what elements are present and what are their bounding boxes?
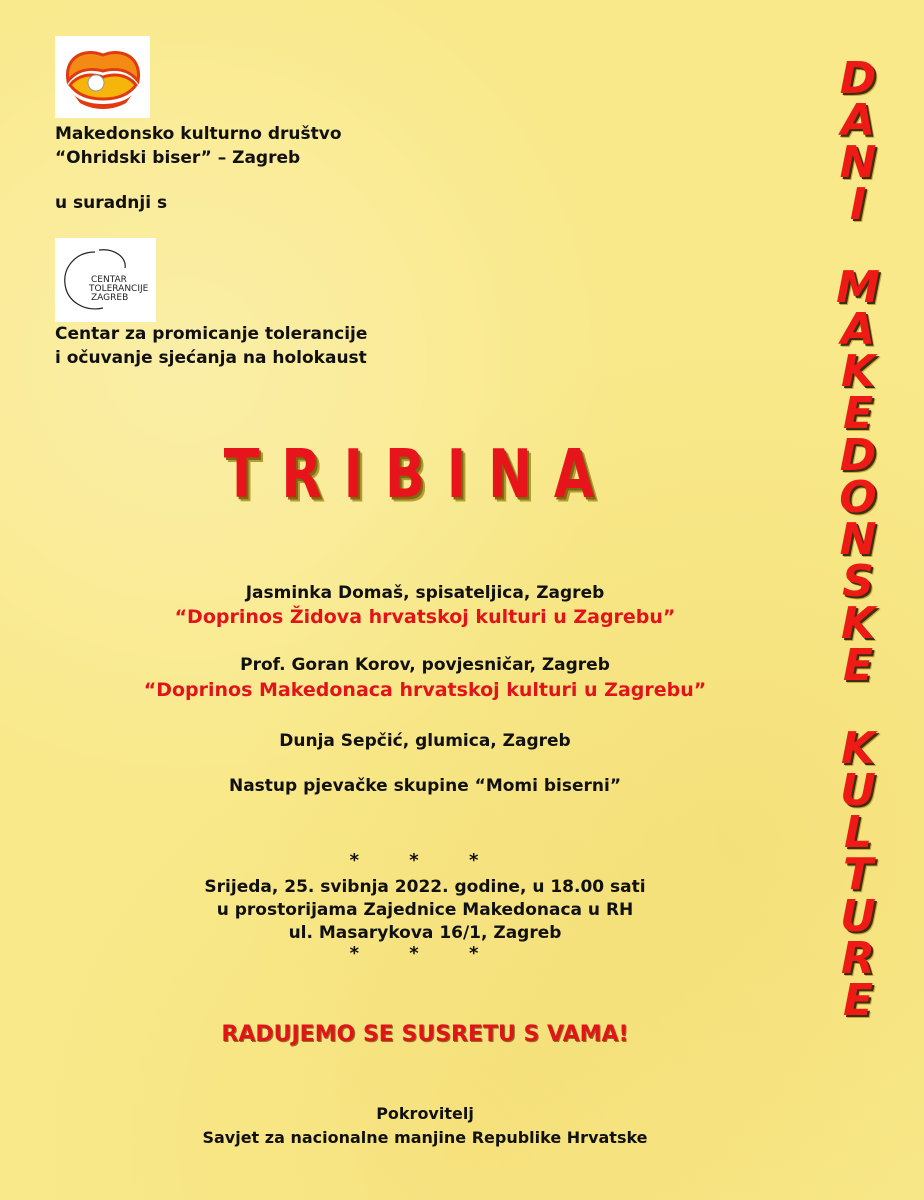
banner-letter: N <box>839 514 877 565</box>
banner-letter: S <box>842 556 874 607</box>
banner-letter: R <box>841 933 875 984</box>
banner-letter: E <box>842 388 874 439</box>
banner-letter: T <box>842 849 873 900</box>
organizer-line-1: Makedonsko kulturno društvo <box>55 124 342 144</box>
logo-text-3: ZAGREB <box>91 293 129 303</box>
talk-1: “Doprinos Židova hrvatskoj kulturi u Zagrebu” <box>174 606 676 628</box>
logo-text-2: TOLERANCIJE <box>89 284 149 294</box>
event-venue: u prostorijama Zajednice Makedonaca u RH <box>216 900 634 920</box>
banner-word <box>812 723 904 1026</box>
banner-letter: A <box>840 95 876 146</box>
speaker-2: Prof. Goran Korov, povjesničar, Zagreb <box>240 655 610 675</box>
vertical-banner <box>812 53 904 1168</box>
banner-letter: E <box>842 975 874 1026</box>
welcome-message: RADUJEMO SE SUSRETU S VAMA! <box>221 1022 629 1047</box>
banner-letter: I <box>849 179 867 230</box>
talk-2: “Doprinos Makedonaca hrvatskoj kulturi u Zagrebu” <box>143 679 707 701</box>
banner-letter: D <box>839 53 877 104</box>
partner-line-2: i očuvanje sjećanja na holokaust <box>55 348 367 368</box>
banner-letter: E <box>842 640 874 691</box>
banner-letter: K <box>840 723 876 774</box>
banner-letter: K <box>840 598 876 649</box>
event-date: Srijeda, 25. svibnja 2022. godine, u 18.00 sati <box>204 877 646 897</box>
collaboration-text: u suradnji s <box>55 193 168 213</box>
banner-letter: K <box>840 346 876 397</box>
organizer-line-2: “Ohridski biser” – Zagreb <box>55 148 301 168</box>
event-title: TRIBINA <box>223 434 617 514</box>
banner-letter: D <box>839 430 877 481</box>
event-details <box>0 876 850 945</box>
stars-top: * * * <box>349 850 501 871</box>
centar-tolerancije-logo <box>55 238 156 322</box>
ohridski-biser-logo <box>55 36 150 118</box>
tolerance-circle-icon <box>55 238 156 322</box>
logo-text-1: CENTAR <box>91 275 127 285</box>
banner-letter: U <box>840 891 876 942</box>
event-address: ul. Masarykova 16/1, Zagreb <box>288 923 562 943</box>
speaker-3: Dunja Sepčić, glumica, Zagreb <box>279 731 571 751</box>
banner-letter: L <box>843 807 873 858</box>
sponsor-block <box>0 1102 850 1150</box>
banner-letter: N <box>839 137 877 188</box>
performance: Nastup pjevačke skupine “Momi biserni” <box>228 776 622 796</box>
partner-line-1: Centar za promicanje tolerancije <box>55 324 368 344</box>
stars-bottom: * * * <box>349 943 501 964</box>
banner-word <box>812 262 904 691</box>
banner-letter: U <box>840 765 876 816</box>
banner-word <box>812 53 904 230</box>
shell-pearl-icon <box>60 41 146 113</box>
partner-name <box>55 322 367 370</box>
banner-letter: M <box>836 262 880 313</box>
banner-letter: O <box>839 472 877 523</box>
organizer-name <box>55 122 342 170</box>
banner-letter: A <box>840 304 876 355</box>
speaker-1: Jasminka Domaš, spisateljica, Zagreb <box>245 583 605 603</box>
sponsor-name: Savjet za nacionalne manjine Republike Hrvatske <box>202 1128 648 1147</box>
sponsor-label: Pokrovitelj <box>376 1104 474 1123</box>
